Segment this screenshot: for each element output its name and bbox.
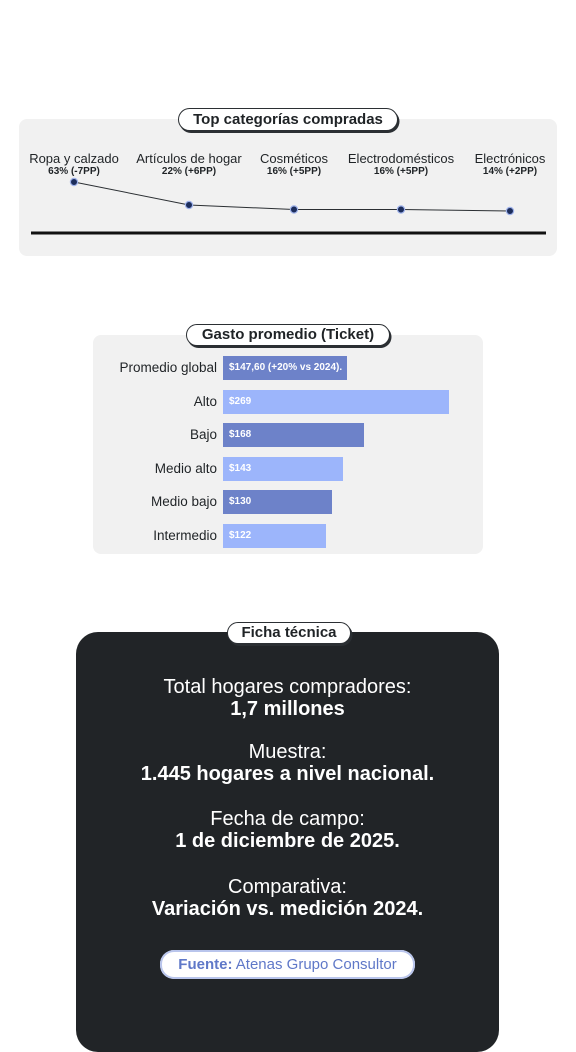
- bar-value-label: $147,60 (+20% vs 2024).: [229, 362, 343, 373]
- sample-block: [76, 741, 499, 785]
- category-value-label: 14% (+2PP): [482, 166, 538, 177]
- category-name: Electrónicos: [474, 151, 546, 166]
- category-name: Ropa y calzado: [29, 151, 119, 166]
- bar-row: [93, 390, 483, 414]
- category-name: Cosméticos: [260, 151, 328, 166]
- top-categories-title: Top categorías compradas: [178, 108, 398, 131]
- category-label-group: [445, 151, 575, 178]
- bar: [223, 490, 332, 514]
- source-value: Atenas Grupo Consultor: [235, 956, 397, 973]
- bar: [223, 457, 343, 481]
- fieldwork-date-label: Fecha de campo:: [210, 808, 365, 830]
- bar-row: [93, 490, 483, 514]
- bar-value-label: $130: [229, 496, 252, 507]
- category-value-label: 16% (+5PP): [266, 166, 322, 177]
- source-badge: [160, 950, 415, 979]
- source-label: Fuente:: [178, 956, 233, 973]
- bar: [223, 390, 449, 414]
- bar-row: [93, 356, 483, 380]
- bar-value-label: $122: [229, 529, 252, 541]
- fieldwork-date-value: 1 de diciembre de 2025.: [175, 830, 400, 852]
- bar-category-label: Alto: [193, 393, 217, 409]
- bar-category-label: Intermedio: [153, 527, 217, 543]
- average-spend-title: Gasto promedio (Ticket): [186, 324, 390, 346]
- bar-category-label: Promedio global: [119, 360, 217, 375]
- category-name: Artículos de hogar: [136, 151, 242, 166]
- comparison-label: Comparativa:: [228, 876, 347, 898]
- bar: [223, 423, 364, 447]
- bar-row: [93, 457, 483, 481]
- comparison-value: Variación vs. medición 2024.: [151, 898, 424, 920]
- comparison-block: [76, 876, 499, 920]
- technical-sheet-title: Ficha técnica: [227, 622, 351, 644]
- sample-label: Muestra:: [248, 741, 327, 763]
- category-value-label: 16% (+5PP): [373, 166, 429, 177]
- fieldwork-date-block: [76, 808, 499, 852]
- bar: [223, 356, 347, 380]
- category-value-label: 63% (-7PP): [48, 166, 100, 177]
- total-households-label: Total hogares compradores:: [163, 676, 412, 698]
- bar-row: [93, 524, 483, 548]
- category-value-label: 22% (+6PP): [161, 166, 217, 177]
- bar-category-label: Bajo: [189, 427, 217, 442]
- category-label-group: [9, 151, 139, 178]
- bar-category-label: Medio bajo: [150, 494, 217, 509]
- bar-value-label: $168: [229, 429, 252, 440]
- bar-category-label: Medio alto: [154, 460, 217, 476]
- bar-value-label: $269: [229, 395, 252, 407]
- bar: [223, 524, 326, 548]
- bar-row: [93, 423, 483, 447]
- category-name: Electrodomésticos: [347, 151, 455, 166]
- sample-value: 1.445 hogares a nivel nacional.: [140, 763, 435, 785]
- total-households-value: 1,7 millones: [230, 698, 345, 720]
- top-categories-card: [19, 119, 557, 256]
- bar-value-label: $143: [229, 462, 252, 474]
- total-households-block: [76, 676, 499, 720]
